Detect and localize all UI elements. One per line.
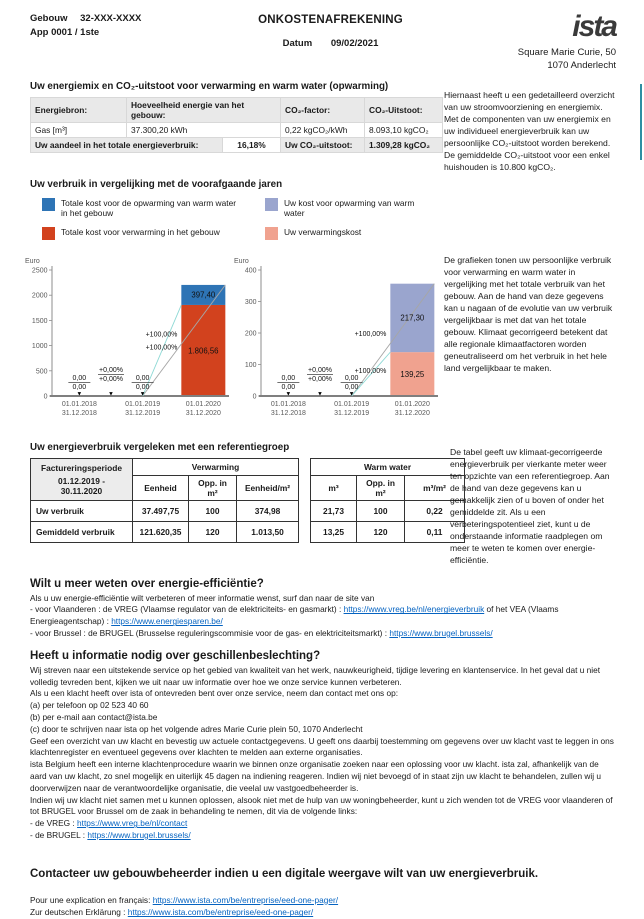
ista-logo: ista (572, 10, 616, 43)
cell-value: 100 (357, 500, 405, 521)
sub-opp-water: Opp. in m² (357, 475, 405, 500)
date-line (205, 38, 456, 49)
header (30, 12, 616, 73)
svg-text:01.01.2019: 01.01.2019 (125, 400, 161, 408)
date-label: Datum (282, 38, 313, 49)
energy-table-data-row (31, 122, 443, 137)
building-id: 32-XXX-XXXX (80, 13, 142, 24)
cell-value: 13,25 (311, 521, 357, 542)
reference-row-average-usage (31, 521, 465, 542)
cell-value: 0,22 (405, 500, 465, 521)
svg-text:1000: 1000 (31, 342, 48, 350)
text-segment: Wij streven naar een uitstekende service op het gebied van kwaliteit van het werk, nauwkeurigheid, tijdige levering en klantenservice. In het geval dat u niet volledig tevreden bent, kijken we uit naar uw informatie over hoe we onze service kunnen verbeteren. (30, 664, 601, 687)
svg-text:▼: ▼ (317, 391, 323, 398)
svg-text:01.01.2020: 01.01.2020 (394, 400, 430, 408)
link[interactable]: https://www.energiesparen.be/ (111, 616, 223, 627)
text-segment: Als u een klacht heeft over ista of ontevreden bent over onze service, neem dan contact met ons op: (30, 688, 399, 699)
legend-swatch-icon (265, 198, 278, 211)
billing-period-line1: 01.12.2019 - (57, 475, 106, 486)
svg-text:▼: ▼ (285, 391, 292, 398)
reference-section (30, 442, 616, 566)
building-label: Gebouw (30, 13, 68, 24)
legend-label: Uw verwarmingskost (284, 226, 362, 237)
header-address-block (456, 12, 616, 73)
svg-text:+0,00%: +0,00% (308, 366, 332, 374)
energy-table (30, 97, 443, 153)
text-segment: Zur deutschen Erklärung : (30, 907, 128, 918)
share-value: 16,18% (223, 137, 281, 152)
header-title-block (205, 12, 456, 49)
text-segment: Pour une explication en français: (30, 894, 153, 905)
svg-text:2500: 2500 (31, 267, 48, 275)
legend-label: Uw kost voor opwarming van warm water (284, 197, 415, 219)
svg-text:01.01.2019: 01.01.2019 (334, 400, 370, 408)
svg-text:0: 0 (252, 393, 257, 401)
address-line-2: 1070 Anderlecht (547, 60, 616, 72)
svg-text:+100,00%: +100,00% (354, 367, 387, 375)
cell-value: 1.013,50 (237, 521, 299, 542)
svg-text:31.12.2019: 31.12.2019 (334, 409, 370, 417)
svg-text:31.12.2018: 31.12.2018 (61, 409, 97, 417)
energy-section-title: Uw energiemix en CO₂-uitstoot voor verwarming en warm water (opwarming) (30, 80, 389, 92)
link[interactable]: https://www.vreg.be/nl/energieverbruik (343, 604, 485, 615)
svg-text:+100,00%: +100,00% (354, 330, 387, 338)
comparison-section-title: Uw verbruik in vergelijking met de voorafgaande jaren (30, 178, 283, 190)
efficiency-heading: Wilt u meer weten over energie-efficiëntie? (30, 577, 264, 590)
text-segment: - voor Brussel : de BRUGEL (Brusselse reguleringscommisie voor de gas- en elektriciteitsmarkt) : (30, 627, 390, 638)
footer (30, 894, 616, 919)
sub-eenheid: Eenheid (133, 475, 189, 500)
link[interactable]: https://www.ista.com/be/entreprise/eed-one-pager/ (152, 894, 339, 905)
svg-text:397,40: 397,40 (191, 290, 216, 300)
billing-period-label: Factureringsperiode (41, 462, 122, 473)
legend-swatch-icon (42, 227, 55, 240)
legend-item (42, 198, 237, 219)
text-line (30, 700, 616, 712)
energy-section (30, 80, 616, 172)
chart-legend (42, 198, 616, 240)
text-segment: Geef een overzicht van uw klacht en bevestig uw actuele contactgegevens. U geeft ons daarbij toestemming om gegevens over uw klacht vast te leggen in ons klachtenregister en eventueel gegevens over klachten te melden aan externe organisaties. (30, 735, 614, 758)
text-line (30, 604, 616, 628)
svg-text:1.806,56: 1.806,56 (188, 345, 219, 355)
chart-building-costs (24, 254, 229, 426)
svg-text:139,25: 139,25 (400, 369, 425, 379)
sub-m3-m2: m³/m² (405, 475, 465, 500)
table-gap-column (299, 458, 311, 542)
reference-table (30, 458, 465, 543)
svg-text:400: 400 (244, 267, 257, 275)
svg-text:0,00: 0,00 (344, 374, 359, 382)
svg-text:500: 500 (35, 367, 48, 375)
page-title: ONKOSTENAFREKENING (258, 14, 403, 26)
sub-opp-verwarming: Opp. in m² (189, 475, 237, 500)
text-line (30, 894, 616, 907)
page-edge-accent (640, 84, 642, 160)
legend-swatch-icon (42, 198, 55, 211)
reference-header-row-1 (31, 458, 465, 475)
svg-text:0,00: 0,00 (135, 374, 150, 382)
link[interactable]: https://www.vreg.be/nl/contact (77, 818, 188, 829)
charts-row (24, 254, 616, 426)
svg-text:217,30: 217,30 (400, 313, 425, 323)
legend-label: Totale kost voor verwarming in het gebouw (61, 226, 220, 237)
svg-text:Euro: Euro (25, 257, 40, 265)
text-segment: Als u uw energie-efficiëntie wilt verbeteren of meer informatie wenst, surf dan naar de site van (30, 592, 375, 603)
text-line (30, 665, 616, 689)
energy-note: Hiernaast heeft u een gedetailleerd overzicht van uw stroomvoorziening en energiemix. Met de componenten van uw energiemix en uw individueel energieverbruik kan uw persoonlijke CO₂-uitstoot worden berekend. De gemiddelde CO₂-uitstoot voor een enkel huishouden is 10.800 kgCO₂. (444, 89, 615, 172)
cell-value: 374,98 (237, 500, 299, 521)
text-line (30, 593, 616, 605)
text-line (30, 830, 616, 842)
svg-text:01.01.2020: 01.01.2020 (185, 400, 221, 408)
text-line (30, 795, 616, 819)
header-energiebron: Energiebron: (31, 97, 127, 122)
cell-value: 0,11 (405, 521, 465, 542)
svg-text:31.12.2020: 31.12.2020 (185, 409, 221, 417)
svg-text:0,00: 0,00 (281, 383, 296, 391)
efficiency-text (30, 593, 616, 640)
address-line-1: Square Marie Curie, 50 (517, 47, 616, 58)
svg-text:01.01.2018: 01.01.2018 (270, 400, 306, 408)
header-building-block (30, 12, 205, 40)
group-warm-water: Warm water (311, 458, 465, 475)
cell-co2-uitstoot: 8.093,10 kgCO₂ (365, 122, 443, 137)
svg-text:0: 0 (43, 393, 48, 401)
text-segment: - voor Vlaanderen : de VREG (Vlaamse regulator van de elektriciteits- en gasmarkt) : (30, 604, 344, 615)
svg-text:Euro: Euro (234, 257, 249, 265)
svg-text:0,00: 0,00 (344, 383, 359, 391)
text-line (30, 736, 616, 760)
group-verwarming: Verwarming (133, 458, 299, 475)
cell-co2-factor: 0,22 kgCO₂/kWh (281, 122, 365, 137)
text-segment: (a) per telefoon op 02 523 40 60 (30, 700, 149, 711)
svg-text:1500: 1500 (31, 317, 48, 325)
billing-period-cell (31, 458, 133, 500)
text-segment: of het VEA (Vlaams Energieagentschap) : (30, 604, 559, 627)
cell-energiebron: Gas [m³] (31, 122, 127, 137)
row-label-gemiddeld-verbruik: Gemiddeld verbruik (31, 521, 133, 542)
header-co2-uitstoot: CO₂-Uitstoot: (365, 97, 443, 122)
link[interactable]: https://www.brugel.brussels/ (87, 829, 191, 840)
charts-note: De grafieken tonen uw persoonlijke verbruik voor verwarming en warm water in vergelijking met het totale verbruik van het gebouw. Aan de hand van deze gegevens kan u nagaan of de evolutie van uw verbruik vergelijkbaar is met dat van het totale gebouw. Klimaat gecorrigeerd betekent dat alle regionale klimaatfactoren worden geneutraliseerd om het verbruik in het hele land vergelijkbaar te maken. (444, 254, 613, 373)
svg-text:0,00: 0,00 (72, 383, 87, 391)
svg-text:+0,00%: +0,00% (99, 366, 123, 374)
reference-row-your-usage (31, 500, 465, 521)
cell-value: 37.497,75 (133, 500, 189, 521)
svg-text:+0,00%: +0,00% (308, 375, 332, 383)
svg-text:31.12.2019: 31.12.2019 (125, 409, 161, 417)
cell-value: 21,73 (311, 500, 357, 521)
legend-item (265, 198, 415, 219)
text-segment: - de VREG : (30, 818, 78, 829)
efficiency-section (30, 578, 616, 640)
text-segment: ista Belgium heeft een interne klachtenprocedure waarin we binnen onze organisatie zoeken naar een oplossing voor uw klacht. ista zal, afhankelijk van de aard van uw klacht, zo snel mogelijk en uiterlijk 45 dagen na indiening reageren. Indien wij niet bevoegd of in staat zijn uw klacht te behandelen, zullen wij u doorverwijzen naar de verantwoordelijke organisatie, die veelal uw vastgoedbeheerder is. (30, 759, 601, 793)
svg-text:▼: ▼ (139, 391, 146, 398)
svg-text:2000: 2000 (31, 292, 48, 300)
disputes-text (30, 665, 616, 842)
text-line (30, 818, 616, 830)
row-label-uw-verbruik: Uw verbruik (31, 500, 133, 521)
svg-text:+100,00%: +100,00% (145, 331, 178, 339)
text-segment: (c) door te schrijven naar ista op het volgende adres Marie Curie plein 50, 1070 Anderlecht (30, 723, 363, 734)
legend-item (42, 227, 237, 240)
cell-value: 100 (189, 500, 237, 521)
text-line (30, 688, 616, 700)
your-co2-value: 1.309,28 kgCO₂ (365, 137, 443, 152)
your-co2-label: Uw CO₂-uitstoot: (281, 137, 365, 152)
text-line (30, 628, 616, 640)
text-line (30, 724, 616, 736)
svg-text:▼: ▼ (108, 391, 114, 398)
share-label: Uw aandeel in het totale energieverbruik: (31, 137, 223, 152)
svg-text:300: 300 (244, 298, 257, 306)
legend-label: Totale kost voor de opwarming van warm water in het gebouw (61, 197, 237, 219)
svg-text:0,00: 0,00 (281, 374, 296, 382)
header-co2-factor: CO₂-factor: (281, 97, 365, 122)
link[interactable]: https://www.ista.com/be/entreprise/eed-one-pager/ (127, 907, 314, 918)
energy-table-header-row (31, 97, 443, 122)
cell-value: 120 (189, 521, 237, 542)
apartment-line: App 0001 / 1ste (30, 26, 100, 38)
disputes-heading: Heeft u informatie nodig over geschillenbeslechting? (30, 649, 321, 662)
svg-text:▼: ▼ (76, 391, 83, 398)
svg-text:01.01.2018: 01.01.2018 (61, 400, 97, 408)
cell-hoeveelheid: 37.300,20 kWh (127, 122, 281, 137)
text-line (30, 759, 616, 794)
reference-note: De tabel geeft uw klimaat-gecorrigeerde energieverbruik per vierkante meter weer ten opzichte van een referentiegroep. Aan de hand van deze gegevens kan u gemakkelijk zien of u boven of onder het gemiddelde zit. Als u een verbeteringspotentieel ziet, kunt u de onderstaande informatie raadplegen om meer te weten te komen over energie-efficiëntie. (450, 446, 610, 565)
svg-text:100: 100 (244, 361, 257, 369)
svg-text:0,00: 0,00 (72, 374, 87, 382)
cell-value: 120 (357, 521, 405, 542)
svg-text:▼: ▼ (348, 391, 355, 398)
text-line (30, 906, 616, 919)
link[interactable]: https://www.brugel.brussels/ (389, 627, 493, 638)
energy-table-share-row (31, 137, 443, 152)
svg-text:200: 200 (244, 330, 257, 338)
svg-text:31.12.2020: 31.12.2020 (394, 409, 430, 417)
cell-value: 121.620,35 (133, 521, 189, 542)
legend-item (265, 227, 415, 240)
reference-section-title: Uw energieverbruik vergeleken met een referentiegroep (30, 441, 290, 453)
sub-eenheid-m2: Eenheid/m² (237, 475, 299, 500)
legend-swatch-icon (265, 227, 278, 240)
text-segment: - de BRUGEL : (30, 829, 88, 840)
svg-text:+0,00%: +0,00% (99, 375, 123, 383)
svg-text:0,00: 0,00 (135, 383, 150, 391)
text-segment: Indien wij uw klacht niet samen met u kunnen oplossen, alsook niet met de hulp van uw woningbeheerder, kunt u zich wenden tot de VREG voor vlaanderen of tot BRUGEL voor Brussel om de zaak in behandeling te nemen, dit via de volgende links: (30, 794, 613, 817)
contact-heading: Contacteer uw gebouwbeheerder indien u een digitale weergave wilt van uw energieverbruik. (30, 867, 539, 880)
disputes-section (30, 650, 616, 842)
text-line (30, 712, 616, 724)
svg-text:+100,00%: +100,00% (145, 344, 178, 352)
building-line (30, 12, 205, 26)
header-hoeveelheid: Hoeveelheid energie van het gebouw: (127, 97, 281, 122)
chart-personal-costs (233, 254, 438, 426)
billing-period-line2: 30.11.2020 (60, 485, 103, 496)
sub-m3: m³ (311, 475, 357, 500)
text-segment: (b) per e-mail aan contact@ista.be (30, 711, 158, 722)
svg-text:31.12.2018: 31.12.2018 (270, 409, 306, 417)
date-value: 09/02/2021 (330, 38, 379, 49)
